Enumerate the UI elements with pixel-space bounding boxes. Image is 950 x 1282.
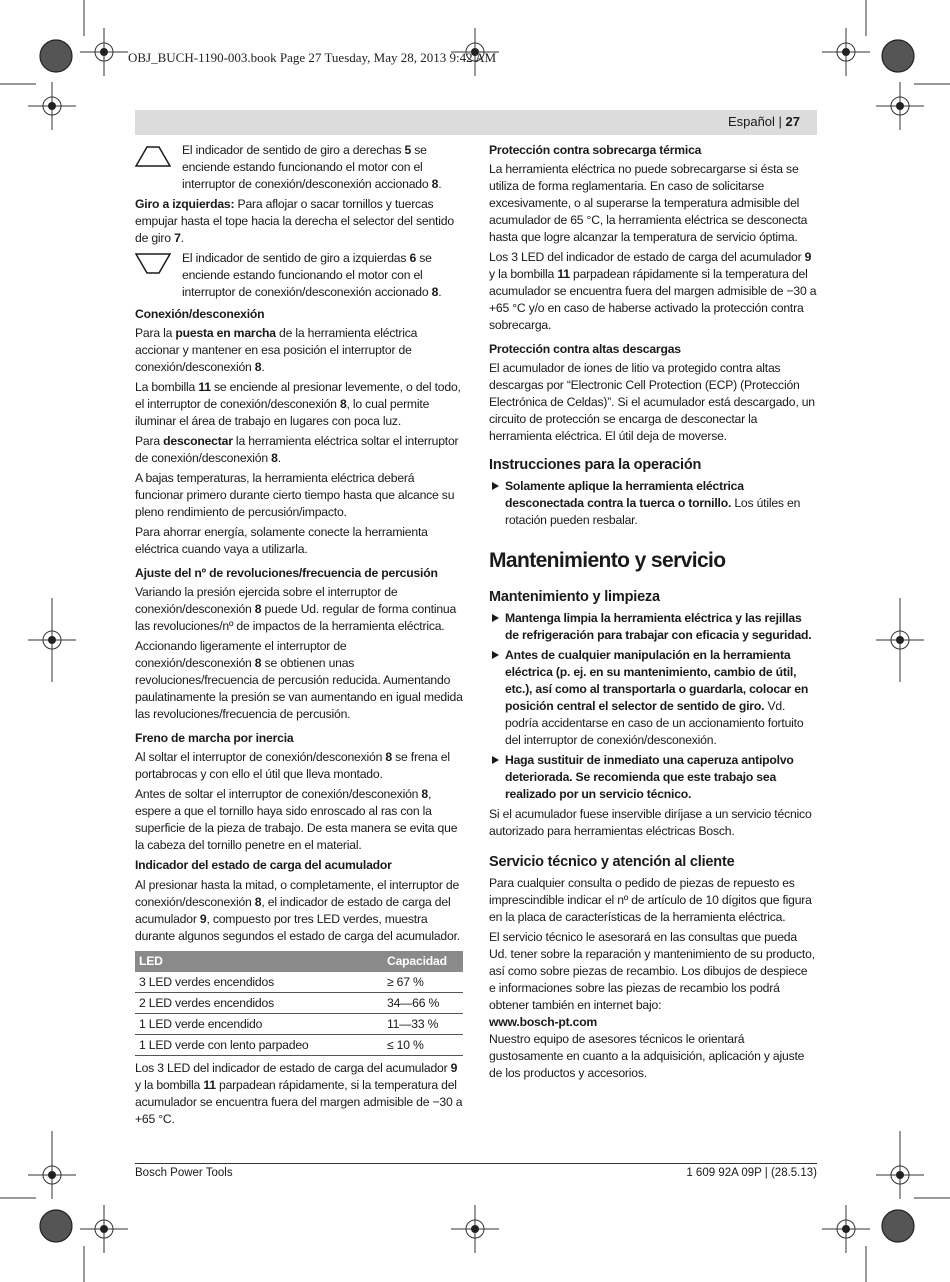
table-row: 1 LED verde con lento parpadeo ≤ 10 % — [135, 1035, 463, 1056]
footer-rule — [135, 1163, 817, 1164]
bajas-temp-text: A bajas temperaturas, la herramienta eléctrica deberá funcionar primero durante cierto tiempo hasta que alcance su pleno rendimiento de percusión/impacto. — [135, 471, 455, 519]
term-text-2: Los 3 LED del indicador de estado de carga del acumulador 9 y la bombilla 11 parpadean rápidamente si la temperatura del acumulador se encuentra fuera del margen admisible de −30 a +65 °C y/o en caso de haberse activado la protección contra sobrecarga. — [489, 250, 817, 332]
footer-code: 1 609 92A 09P | (28.5.13) — [686, 1167, 817, 1179]
freno-text-1: Al soltar el interruptor de conexión/desconexión 8 se frena el portabrocas y con ello el útil que lleva montado. — [135, 750, 450, 781]
bosch-url-link[interactable]: www.bosch-pt.com — [489, 1015, 598, 1029]
consulta-text: Para cualquier consulta o pedido de piezas de repuesto es imprescindible indicar el nº de artículo de 10 dígitos que figura en la placa de características de la herramienta eléctrica. — [489, 876, 812, 924]
ajuste-heading: Ajuste del nº de revoluciones/frecuencia de percusión — [135, 566, 438, 580]
los3-text: Los 3 LED del indicador de estado de carga del acumulador 9 y la bombilla 11 parpadean rápidamente, si la temperatura del acumulador se encuentra fuera del margen admisible de −30 a +65 °C. — [135, 1061, 463, 1126]
desconectar-text: Para desconectar la herramienta eléctrica soltar el interruptor de conexión/desconexión 8. — [135, 434, 459, 465]
charge-table — [135, 951, 463, 1056]
giro-izquierdas-text: Giro a izquierdas: Para aflojar o sacar tornillos y tuercas empujar hasta el tope hacia la derecha el selector del sentido de giro 7. — [135, 197, 454, 245]
descargas-heading: Protección contra altas descargas — [489, 342, 681, 356]
page-number: 27 — [785, 114, 800, 129]
header-led: LED — [135, 951, 383, 972]
accionando-text: Accionando ligeramente el interruptor de conexión/desconexión 8 se obtienen unas revoluciones/frecuencia de percusión reducida. Aumentando paulatinamente la presión se van aumentando en igual medida las revoluciones/frecuencia de percusión. — [135, 639, 463, 721]
caperuza-bullet: Haga sustituir de inmediato una caperuza antipolvo deteriorada. Se recomienda que este trabajo sea realizado por un servicio técnico. — [489, 752, 817, 803]
freno-text-2: Antes de soltar el interruptor de conexión/desconexión 8, espere a que el tornillo haya sido enroscado al ras con la superficie de la pieza de trabajo. De esta manera se evita que la cabeza del tornillo penetre en el material. — [135, 787, 458, 852]
section-name: Español | — [727, 114, 786, 129]
mantenimiento-heading: Mantenimiento y servicio — [489, 549, 726, 572]
bombilla-text: La bombilla 11 se enciende al presionar levemente, o del todo, el interruptor de conexión/desconexión 8, lo cual permite iluminar el área de trabajo en lugares con poca luz. — [135, 380, 461, 428]
term-text: La herramienta eléctrica no puede sobrecargarse si ésta se utiliza de forma reglamentaria. En caso de solicitarse excesivamente, o al superarse la temperatura admisible del acumulador de 65 °C, la herramienta eléctrica se desconecta hasta que logre alcanzar la temperatura de servicio óptima. — [489, 162, 808, 244]
table-row: 1 LED verde encendido 11—33 % — [135, 1014, 463, 1035]
conexion-heading: Conexión/desconexión — [135, 307, 265, 321]
right-indicator-note: El indicador de sentido de giro a derechas 5 se enciende estando funcionando el motor con el interruptor de conexión/desconexión accionado 8. — [135, 142, 463, 193]
left-column — [135, 142, 463, 1131]
page-header — [728, 114, 800, 129]
bullet-arrow-icon — [492, 482, 499, 490]
bullet-arrow-icon — [492, 756, 499, 764]
bullet-arrow-icon — [492, 651, 499, 659]
variando-text: Variando la presión ejercida sobre el interruptor de conexión/desconexión 8 puede Ud. regular de forma continua las revoluciones/nº de impactos de la herramienta eléctrica. — [135, 585, 457, 633]
indicador-text: Al presionar hasta la mitad, o completamente, el interruptor de conexión/desconexión 8, el indicador de estado de carga del acumulador 9, compuesto por tres LED verdes, muestra durante algunos segundos el estado de carga del acumulador. — [135, 878, 460, 943]
arrow-right-indicator-icon — [135, 145, 171, 167]
bullet-arrow-icon — [492, 614, 499, 622]
header-capacidad: Capacidad — [383, 951, 463, 972]
right-column — [489, 142, 817, 1085]
inservible-text: Si el acumulador fuese inservible diríjase a un servicio técnico autorizado para herramientas eléctricas Bosch. — [489, 807, 812, 838]
book-info-line: OBJ_BUCH-1190-003.book Page 27 Tuesday, May 28, 2013 9:42 AM — [128, 50, 497, 65]
header-bar — [135, 110, 817, 135]
puesta-text: Para la puesta en marcha de la herramienta eléctrica accionar y mantener en esa posición el interruptor de conexión/desconexión 8. — [135, 326, 418, 374]
asesorara-text: El servicio técnico le asesorará en las consultas que pueda Ud. tener sobre la reparación y mantenimiento de su producto, así como sobre piezas de recambio. Los dibujos de despiece e informaciones sobre las piezas de recambio los podrá obtener también en internet bajo: — [489, 930, 815, 1012]
equipo-text: Nuestro equipo de asesores técnicos le orientará gustosamente en cuanto a la adquisición, aplicación y ajuste de los productos y accesorios. — [489, 1032, 805, 1080]
table-row: 2 LED verdes encendidos 34—66 % — [135, 993, 463, 1014]
footer-brand: Bosch Power Tools — [135, 1167, 233, 1179]
instrucciones-heading: Instrucciones para la operación — [489, 457, 702, 473]
descargas-text: El acumulador de iones de litio va protegido contra altas descargas por “Electronic Cell Protection (ECP) (Protección Electrónica de Celdas)”. Si el acumulador está descargado, un circuito de protección se encarga de desconectar la herramienta eléctrica. El útil deja de moverse. — [489, 361, 815, 443]
limpia-bullet: Mantenga limpia la herramienta eléctrica y las rejillas de refrigeración para trabajar con eficacia y seguridad. — [489, 610, 817, 644]
ahorrar-text: Para ahorrar energía, solamente conecte la herramienta eléctrica cuando vaya a utilizarla. — [135, 525, 428, 556]
table-row: 3 LED verdes encendidos ≥ 67 % — [135, 972, 463, 993]
antes-bullet: Antes de cualquier manipulación en la herramienta eléctrica (p. ej. en su mantenimiento, cambio de útil, etc.), así como al transportarla o guardarla, colocar en posición central el selector de sentido de giro. Vd. podría accidentarse en caso de un accionamiento fortuito del interruptor de conexión/desconexión. — [489, 647, 817, 749]
term-heading: Protección contra sobrecarga térmica — [489, 143, 702, 157]
limpieza-heading: Mantenimiento y limpieza — [489, 589, 660, 605]
indicador-heading: Indicador del estado de carga del acumulador — [135, 858, 392, 872]
freno-heading: Freno de marcha por inercia — [135, 731, 294, 745]
instr-bullet: Solamente aplique la herramienta eléctrica desconectada contra la tuerca o tornillo. Los útiles en rotación pueden resbalar. — [489, 478, 817, 529]
left-indicator-note: El indicador de sentido de giro a izquierdas 6 se enciende estando funcionando el motor con el interruptor de conexión/desconexión accionado 8. — [135, 250, 463, 301]
arrow-left-indicator-icon — [135, 253, 171, 275]
servicio-heading: Servicio técnico y atención al cliente — [489, 854, 735, 870]
table-header-row — [135, 951, 463, 972]
